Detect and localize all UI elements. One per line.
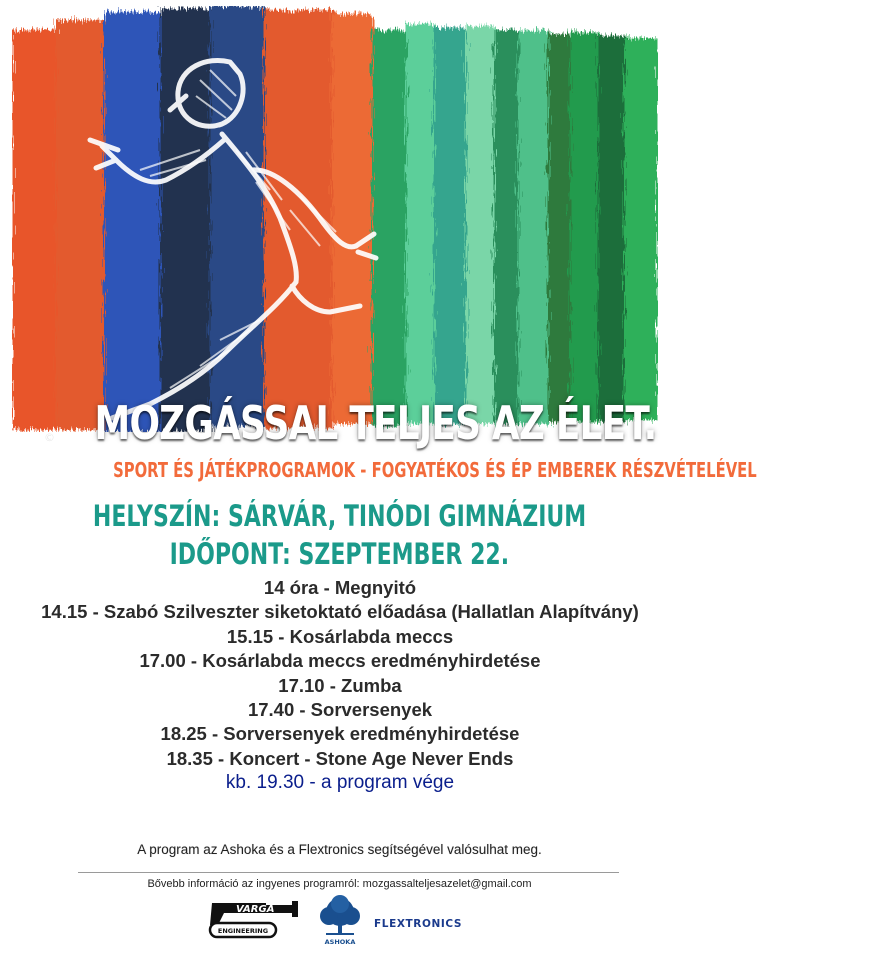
subheadline [0, 458, 757, 482]
schedule-item: 17.00 - Kosárlabda meccs eredményhirdetése [139, 650, 541, 672]
schedule-item: 18.25 - Sorversenyek eredményhirdetése [160, 723, 520, 745]
flextronics-logo [374, 914, 474, 934]
schedule-item: 14.15 - Szabó Szilveszter siketoktató előadása (Hallatlan Alapítvány) [41, 601, 639, 623]
schedule-list [40, 576, 640, 796]
ashoka-text: ASHOKA [324, 938, 356, 946]
varga-engineering-logo [206, 895, 302, 941]
hero-banner [0, 0, 679, 458]
varga-sub-text: ENGINEERING [217, 927, 269, 935]
ashoka-logo [312, 894, 368, 948]
copyright-mark: © [44, 431, 55, 444]
runner-illustration [0, 0, 679, 458]
schedule-end-item: kb. 19.30 - a program vége [225, 772, 455, 794]
event-date [0, 537, 679, 571]
venue-text: HELYSZÍN: SÁRVÁR, TINÓDI GIMNÁZIUM [92, 499, 587, 533]
event-date-text: IDŐPONT: SZEPTEMBER 22. [169, 537, 510, 571]
schedule-item: 15.15 - Kosárlabda meccs [226, 625, 454, 647]
varga-text: VARGA [236, 904, 275, 915]
flextronics-text: FLEXTRONICS [374, 918, 463, 930]
divider [78, 872, 619, 873]
schedule-item: 17.10 - Zumba [278, 674, 402, 696]
schedule-item: 17.40 - Sorversenyek [247, 699, 433, 721]
headline: MOZGÁSSAL TELJES AZ ÉLET. [94, 396, 657, 450]
contact-info: Bővebb információ az ingyenes programról: mozgassalteljesazelet@gmail.com [147, 878, 532, 890]
subheadline-text: SPORT ÉS JÁTÉKPROGRAMOK - FOGYATÉKOS ÉS ÉP EMBEREK RÉSZVÉTELÉVEL [113, 458, 757, 482]
schedule-item: 14 óra - Megnyitó [263, 577, 417, 598]
venue [0, 499, 679, 533]
schedule-item: 18.35 - Koncert - Stone Age Never Ends [166, 747, 514, 769]
support-text: A program az Ashoka és a Flextronics segítségével valósulhat meg. [137, 842, 542, 857]
